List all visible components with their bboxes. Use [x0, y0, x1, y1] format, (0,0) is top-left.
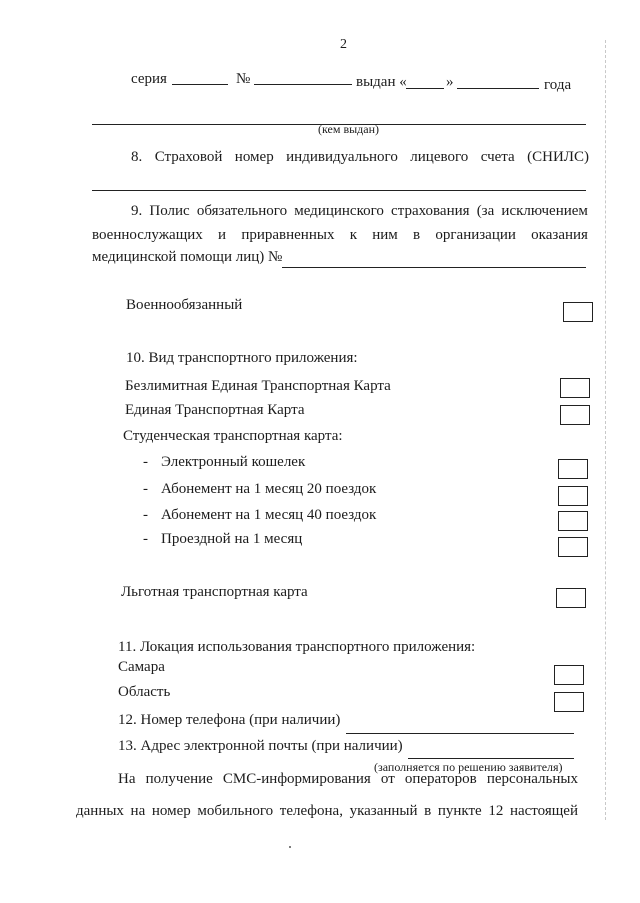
m40-label: Абонемент на 1 месяц 40 поездок [161, 507, 377, 523]
samara-checkbox[interactable] [554, 665, 584, 685]
consent-line1: На получение СМС-информирования от операторов персональных [118, 771, 578, 787]
item10-title: 10. Вид транспортного приложения: [126, 350, 358, 366]
item12-label: 12. Номер телефона (при наличии) [118, 712, 341, 728]
monthly-checkbox[interactable] [558, 537, 588, 557]
item13-note: (заполняется по решению заявителя) [374, 760, 563, 774]
item9-line2: военнослужащих и приравненных к ним в организации оказания [92, 227, 588, 243]
m20-checkbox[interactable] [558, 486, 588, 506]
page-number: 2 [340, 37, 347, 52]
single-card-checkbox[interactable] [560, 405, 590, 425]
student-card-label: Студенческая транспортная карта: [123, 428, 343, 444]
region-checkbox[interactable] [554, 692, 584, 712]
oms-policy-field[interactable] [282, 267, 586, 268]
item11-title: 11. Локация использования транспортного приложения: [118, 639, 476, 655]
consent-line2: данных на номер мобильного телефона, указанный в пункте 12 настоящей [76, 803, 578, 819]
military-label: Военнообязанный [126, 297, 243, 313]
military-checkbox[interactable] [563, 302, 593, 322]
number-field[interactable] [254, 84, 352, 85]
issued-label: выдан « [356, 74, 407, 90]
unlimited-card-label: Безлимитная Единая Транспортная Карта [125, 378, 391, 394]
wallet-checkbox[interactable] [558, 459, 588, 479]
phone-field[interactable] [346, 733, 574, 734]
single-card-label: Единая Транспортная Карта [125, 402, 305, 418]
dash: - [143, 481, 148, 497]
issue-day-field[interactable] [406, 88, 444, 89]
item9-line1: 9. Полис обязательного медицинского страхования (за исключением [131, 203, 588, 219]
scan-edge-artifact [605, 40, 606, 820]
series-field[interactable] [172, 84, 228, 85]
monthly-label: Проездной на 1 месяц [161, 531, 303, 547]
snils-field[interactable] [92, 190, 586, 191]
unlimited-card-checkbox[interactable] [560, 378, 590, 398]
region-label: Область [118, 684, 171, 700]
wallet-label: Электронный кошелек [161, 454, 306, 470]
preferential-checkbox[interactable] [556, 588, 586, 608]
item13-label: 13. Адрес электронной почты (при наличии) [118, 738, 403, 754]
issued-by-caption: (кем выдан) [318, 122, 380, 136]
m20-label: Абонемент на 1 месяц 20 поездок [161, 481, 377, 497]
close-quote: » [446, 74, 454, 90]
issue-date-field[interactable] [457, 88, 539, 89]
series-label: серия [131, 71, 167, 87]
m40-checkbox[interactable] [558, 511, 588, 531]
dash: - [143, 507, 148, 523]
dash: - [143, 531, 148, 547]
year-label: года [544, 77, 572, 93]
number-label: № [236, 71, 251, 87]
samara-label: Самара [118, 659, 165, 675]
scan-speck [289, 846, 291, 848]
dash: - [143, 454, 148, 470]
preferential-label: Льготная транспортная карта [121, 584, 308, 600]
item8-snils-label: 8. Страховой номер индивидуального лицевого счета (СНИЛС) [131, 149, 589, 165]
item9-line3: медицинской помощи лиц) № [92, 249, 283, 265]
email-field[interactable] [408, 758, 574, 759]
